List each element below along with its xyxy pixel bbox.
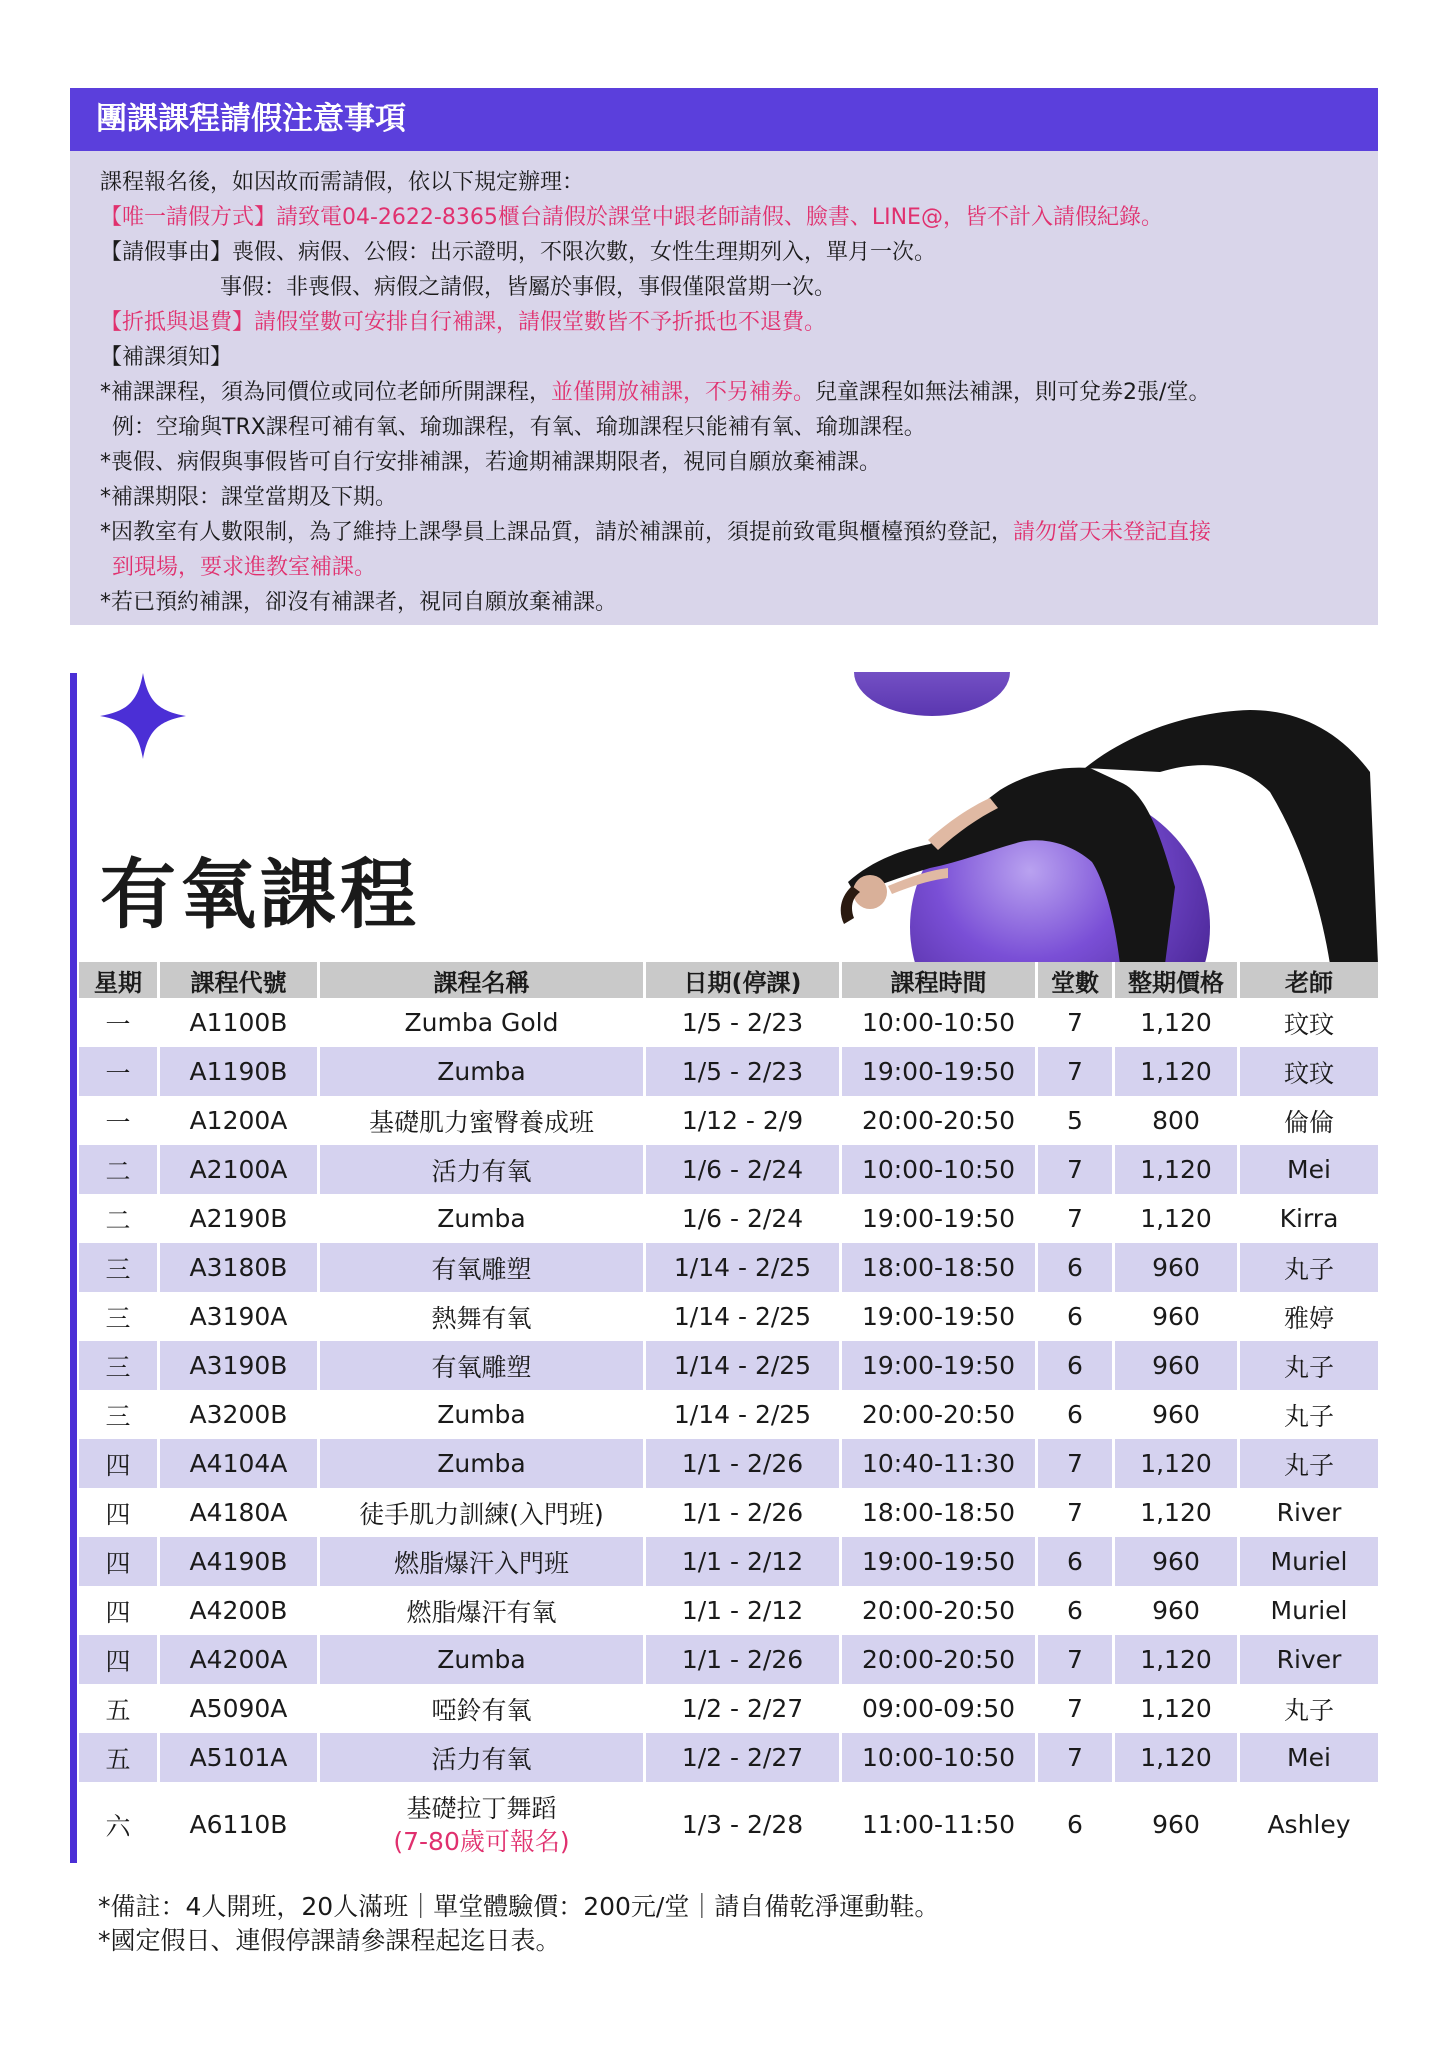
cell-day: 三 <box>79 1243 160 1292</box>
cell-day: 三 <box>79 1390 160 1439</box>
table-row <box>79 1439 1378 1488</box>
cell-teacher: River <box>1276 1645 1342 1674</box>
cell-dates: 1/2 - 2/27 <box>646 1684 842 1733</box>
table-row <box>79 1684 1378 1733</box>
section-accent-bar <box>70 673 77 1863</box>
cell-day: 三 <box>79 1292 160 1341</box>
cell-sessions: 6 <box>1038 1341 1115 1390</box>
header-sessions: 堂數 <box>1038 962 1115 998</box>
cell-name: Zumba Gold <box>320 998 646 1047</box>
cell-time: 19:00-19:50 <box>842 1537 1038 1586</box>
cell-dates: 1/5 - 2/23 <box>646 998 842 1047</box>
cell-dates: 1/14 - 2/25 <box>646 1292 842 1341</box>
cell-teacher: 倫倫 <box>1283 1107 1334 1137</box>
table-row <box>79 998 1378 1047</box>
cell-teacher: Mei <box>1287 1155 1331 1184</box>
cell-price: 1,120 <box>1115 1194 1240 1243</box>
cell-time: 18:00-18:50 <box>842 1488 1038 1537</box>
cell-price: 960 <box>1115 1341 1240 1390</box>
makeup-example: 例：空瑜與TRX課程可補有氧、瑜珈課程，有氧、瑜珈課程只能補有氧、瑜珈課程。 <box>112 415 926 440</box>
cell-time: 10:40-11:30 <box>842 1439 1038 1488</box>
header-name: 課程名稱 <box>320 962 646 998</box>
cell-dates: 1/6 - 2/24 <box>646 1145 842 1194</box>
cell-dates: 1/3 - 2/28 <box>646 1782 842 1867</box>
cell-time: 10:00-10:50 <box>842 1145 1038 1194</box>
cell-name: Zumba <box>320 1635 646 1684</box>
cell-time: 19:00-19:50 <box>842 1341 1038 1390</box>
cell-code: A4190B <box>160 1537 320 1586</box>
makeup-label: 【補課須知】 <box>100 345 233 370</box>
cell-teacher: Kirra <box>1279 1204 1339 1233</box>
cell-price: 1,120 <box>1115 1684 1240 1733</box>
cell-day: 六 <box>79 1782 160 1867</box>
cell-sessions: 6 <box>1038 1586 1115 1635</box>
cell-code: A4200A <box>160 1635 320 1684</box>
cell-code: A4200B <box>160 1586 320 1635</box>
cell-sessions: 7 <box>1038 998 1115 1047</box>
table-row <box>79 1488 1378 1537</box>
table-row <box>79 1390 1378 1439</box>
cell-code: A5090A <box>160 1684 320 1733</box>
cell-name: Zumba <box>320 1047 646 1096</box>
cell-dates: 1/2 - 2/27 <box>646 1733 842 1782</box>
reason-label: 【請假事由】 <box>100 240 233 265</box>
cell-day: 三 <box>79 1341 160 1390</box>
section-title: 有氧課程 <box>100 850 420 939</box>
cell-day: 四 <box>79 1439 160 1488</box>
table-row <box>79 1782 1378 1867</box>
cell-sessions: 7 <box>1038 1684 1115 1733</box>
cell-dates: 1/1 - 2/26 <box>646 1488 842 1537</box>
course-name: 基礎拉丁舞蹈 <box>406 1793 557 1823</box>
cell-dates: 1/1 - 2/12 <box>646 1537 842 1586</box>
cell-code: A2100A <box>160 1145 320 1194</box>
cell-name: Zumba <box>320 1439 646 1488</box>
cell-teacher: Muriel <box>1270 1547 1348 1576</box>
diamond-icon <box>98 671 188 761</box>
notice-personal-leave: 事假：非喪假、病假之請假，皆屬於事假，事假僅限當期一次。 <box>220 275 837 300</box>
cell-sessions: 6 <box>1038 1292 1115 1341</box>
cell-teacher: 雅婷 <box>1283 1303 1334 1333</box>
cell-time: 20:00-20:50 <box>842 1586 1038 1635</box>
notice-body <box>70 151 1378 625</box>
cell-price: 960 <box>1115 1537 1240 1586</box>
cell-day: 四 <box>79 1537 160 1586</box>
cell-name: 有氧雕塑 <box>320 1341 646 1390</box>
header-price: 整期價格 <box>1115 962 1240 998</box>
cell-dates: 1/1 - 2/26 <box>646 1439 842 1488</box>
cell-teacher: Muriel <box>1270 1596 1348 1625</box>
table-row <box>79 1194 1378 1243</box>
cell-name: 活力有氧 <box>320 1733 646 1782</box>
cell-teacher: River <box>1276 1498 1342 1527</box>
cell-sessions: 7 <box>1038 1047 1115 1096</box>
notice-intro: 課程報名後，如因故而需請假，依以下規定辦理： <box>100 170 585 195</box>
cell-sessions: 6 <box>1038 1390 1115 1439</box>
cell-price: 1,120 <box>1115 1145 1240 1194</box>
cell-price: 960 <box>1115 1292 1240 1341</box>
cell-code: A3180B <box>160 1243 320 1292</box>
cell-sessions: 7 <box>1038 1194 1115 1243</box>
cell-teacher: 丸子 <box>1283 1695 1334 1725</box>
makeup-rule-4 <box>100 515 1348 550</box>
cell-name: 有氧雕塑 <box>320 1243 646 1292</box>
notice-reason <box>100 235 1348 270</box>
cell-code: A2190B <box>160 1194 320 1243</box>
age-note: (7-80歲可報名) <box>393 1826 570 1856</box>
cell-price: 1,120 <box>1115 1733 1240 1782</box>
cell-code: A5101A <box>160 1733 320 1782</box>
footnote-2: *國定假日、連假停課請參課程起迄日表。 <box>98 1926 561 1955</box>
cell-time: 09:00-09:50 <box>842 1684 1038 1733</box>
cell-dates: 1/14 - 2/25 <box>646 1341 842 1390</box>
cell-code: A3200B <box>160 1390 320 1439</box>
cell-dates: 1/6 - 2/24 <box>646 1194 842 1243</box>
cell-price: 1,120 <box>1115 1439 1240 1488</box>
cell-price: 800 <box>1115 1096 1240 1145</box>
cell-price: 960 <box>1115 1243 1240 1292</box>
cell-teacher: 玟玟 <box>1283 1058 1334 1088</box>
cell-day: 四 <box>79 1635 160 1684</box>
cell-name: 基礎肌力蜜臀養成班 <box>320 1096 646 1145</box>
exercise-ball-photo <box>830 672 1378 964</box>
cell-time: 10:00-10:50 <box>842 1733 1038 1782</box>
cell-time: 11:00-11:50 <box>842 1782 1038 1867</box>
cell-time: 19:00-19:50 <box>842 1047 1038 1096</box>
cell-code: A4104A <box>160 1439 320 1488</box>
table-row <box>79 1047 1378 1096</box>
cell-day: 四 <box>79 1488 160 1537</box>
cell-day: 四 <box>79 1586 160 1635</box>
cell-price: 1,120 <box>1115 1047 1240 1096</box>
table-row <box>79 1145 1378 1194</box>
cell-name: 徒手肌力訓練(入門班) <box>320 1488 646 1537</box>
cell-price: 960 <box>1115 1586 1240 1635</box>
header-code: 課程代號 <box>160 962 320 998</box>
cell-dates: 1/5 - 2/23 <box>646 1047 842 1096</box>
makeup-1b: 並僅開放補課，不另補劵。 <box>551 380 816 405</box>
cell-time: 19:00-19:50 <box>842 1292 1038 1341</box>
cell-teacher: Ashley <box>1267 1810 1351 1839</box>
cell-name: 熱舞有氧 <box>320 1292 646 1341</box>
cell-price: 960 <box>1115 1390 1240 1439</box>
cell-sessions: 6 <box>1038 1537 1115 1586</box>
cell-price: 1,120 <box>1115 1635 1240 1684</box>
cell-time: 20:00-20:50 <box>842 1096 1038 1145</box>
cell-code: A3190B <box>160 1341 320 1390</box>
makeup-rule-1 <box>100 375 1348 410</box>
cell-day: 一 <box>79 1096 160 1145</box>
cell-day: 五 <box>79 1733 160 1782</box>
cell-dates: 1/12 - 2/9 <box>646 1096 842 1145</box>
cell-dates: 1/1 - 2/12 <box>646 1586 842 1635</box>
cell-teacher: 丸子 <box>1283 1401 1334 1431</box>
table-row <box>79 1292 1378 1341</box>
cell-teacher: 玟玟 <box>1283 1009 1334 1039</box>
makeup-4a: *因教室有人數限制，為了維持上課學員上課品質，請於補課前，須提前致電與櫃檯預約登記， <box>100 520 1014 545</box>
table-row <box>79 1586 1378 1635</box>
cell-day: 五 <box>79 1684 160 1733</box>
cell-code: A1200A <box>160 1096 320 1145</box>
cell-teacher: 丸子 <box>1283 1352 1334 1382</box>
makeup-1c: 兒童課程如無法補課，則可兌劵2張/堂。 <box>815 380 1211 405</box>
cell-sessions: 5 <box>1038 1096 1115 1145</box>
table-row <box>79 1096 1378 1145</box>
header-time: 課程時間 <box>842 962 1038 998</box>
cell-code: A1190B <box>160 1047 320 1096</box>
cell-time: 18:00-18:50 <box>842 1243 1038 1292</box>
table-row <box>79 1733 1378 1782</box>
makeup-rule-5: *若已預約補課，卻沒有補課者，視同自願放棄補課。 <box>100 590 618 615</box>
cell-time: 10:00-10:50 <box>842 998 1038 1047</box>
cell-name: 燃脂爆汗有氧 <box>320 1586 646 1635</box>
cell-day: 二 <box>79 1145 160 1194</box>
cell-teacher: 丸子 <box>1283 1450 1334 1480</box>
cell-day: 一 <box>79 1047 160 1096</box>
cell-name: 啞鈴有氧 <box>320 1684 646 1733</box>
cell-price: 1,120 <box>1115 998 1240 1047</box>
table-row <box>79 1537 1378 1586</box>
cell-sessions: 7 <box>1038 1488 1115 1537</box>
cell-code: A4180A <box>160 1488 320 1537</box>
cell-sessions: 7 <box>1038 1733 1115 1782</box>
notice-refund: 【折抵與退費】請假堂數可安排自行補課，請假堂數皆不予折抵也不退費。 <box>100 310 827 335</box>
makeup-rule-2: *喪假、病假與事假皆可自行安排補課，若逾期補課期限者，視同自願放棄補課。 <box>100 450 882 475</box>
reason-text: 喪假、病假、公假：出示證明，不限次數，女性生理期列入，單月一次。 <box>232 240 937 265</box>
course-schedule-table <box>79 962 1378 1867</box>
makeup-rule-4-cont: 到現場，要求進教室補課。 <box>112 555 377 580</box>
cell-sessions: 7 <box>1038 1439 1115 1488</box>
cell-name: 活力有氧 <box>320 1145 646 1194</box>
cell-dates: 1/1 - 2/26 <box>646 1635 842 1684</box>
table-row <box>79 1243 1378 1292</box>
cell-sessions: 7 <box>1038 1145 1115 1194</box>
cell-day: 一 <box>79 998 160 1047</box>
footnotes <box>98 1890 939 1958</box>
cell-teacher: Mei <box>1287 1743 1331 1772</box>
cell-dates: 1/14 - 2/25 <box>646 1390 842 1439</box>
cell-time: 20:00-20:50 <box>842 1390 1038 1439</box>
footnote-1: *備註：4人開班，20人滿班｜單堂體驗價：200元/堂｜請自備乾淨運動鞋。 <box>98 1892 940 1921</box>
cell-day: 二 <box>79 1194 160 1243</box>
cell-name: Zumba <box>320 1194 646 1243</box>
cell-teacher: 丸子 <box>1283 1254 1334 1284</box>
cell-sessions: 6 <box>1038 1243 1115 1292</box>
header-dates: 日期(停課) <box>646 962 842 998</box>
notice-title: 團課課程請假注意事項 <box>70 88 1378 151</box>
cell-time: 20:00-20:50 <box>842 1635 1038 1684</box>
cell-code: A6110B <box>160 1782 320 1867</box>
header-day: 星期 <box>79 962 160 998</box>
cell-price: 1,120 <box>1115 1488 1240 1537</box>
table-row <box>79 1635 1378 1684</box>
makeup-1a: *補課課程，須為同價位或同位老師所開課程， <box>100 380 552 405</box>
cell-name <box>320 1782 646 1867</box>
table-row <box>79 1341 1378 1390</box>
cell-time: 19:00-19:50 <box>842 1194 1038 1243</box>
cell-sessions: 7 <box>1038 1635 1115 1684</box>
cell-code: A1100B <box>160 998 320 1047</box>
makeup-rule-3: *補課期限：課堂當期及下期。 <box>100 485 398 510</box>
cell-code: A3190A <box>160 1292 320 1341</box>
table-header-row <box>79 962 1378 998</box>
cell-name: Zumba <box>320 1390 646 1439</box>
header-teacher: 老師 <box>1285 968 1333 997</box>
cell-dates: 1/14 - 2/25 <box>646 1243 842 1292</box>
cell-name: 燃脂爆汗入門班 <box>320 1537 646 1586</box>
cell-sessions: 6 <box>1038 1782 1115 1867</box>
makeup-4b: 請勿當天未登記直接 <box>1013 520 1212 545</box>
cell-price: 960 <box>1115 1782 1240 1867</box>
notice-only-method: 【唯一請假方式】請致電04-2622-8365櫃台請假於課堂中跟老師請假、臉書、LINE@，皆不計入請假紀錄。 <box>100 205 1163 230</box>
